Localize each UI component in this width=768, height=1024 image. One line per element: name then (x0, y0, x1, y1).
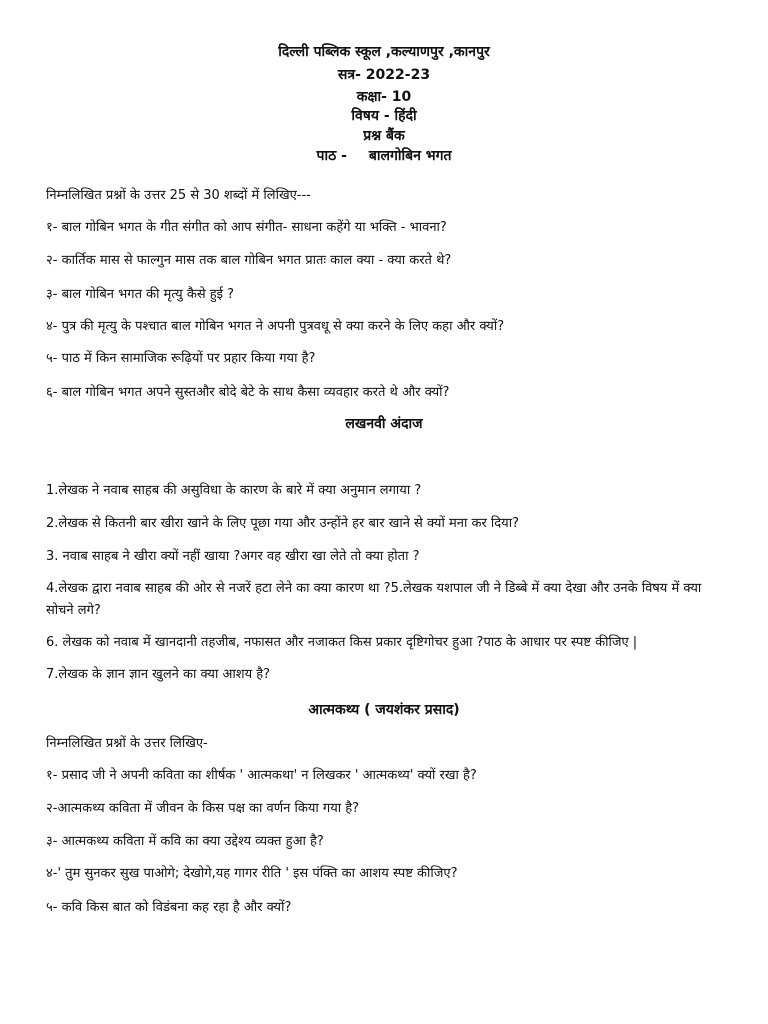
question: ३- बाल गोबिन भगत की मृत्यु कैसे हुई ? (46, 287, 235, 302)
question: १- प्रसाद जी ने अपनी कविता का शीर्षक ' आत्मकथा' न लिखकर ' आत्मकथ्य' क्यों रखा है? (46, 768, 477, 783)
question: 2.लेखक से कितनी बार खीरा खाने के लिए पूछा गया और उन्होंने हर बार खाने से क्यों मना कर दिया? (46, 516, 519, 531)
question: 7.लेखक के ज्ञान ज्ञान खुलने का क्या आशय है? (46, 667, 271, 682)
lesson-label: पाठ - (316, 148, 347, 164)
lesson-name: बालगोबिन भगत (368, 148, 452, 164)
question: २- कार्तिक मास से फाल्गुन मास तक बाल गोबिन भगत प्रातः काल क्या - क्या करते थे? (46, 253, 452, 268)
question: ४-' तुम सुनकर सुख पाओगे; देखोगे,यह गागर रीति ' इस पंक्ति का आशय स्पष्ट कीजिए? (46, 866, 458, 881)
document-type: प्रश्न बैंक (363, 128, 405, 144)
subject-label: विषय - हिंदी (351, 108, 417, 124)
question: ५- पाठ में किन सामाजिक रूढ़ियों पर प्रहार किया गया है? (46, 351, 316, 366)
section2-title: लखनवी अंदाज (345, 416, 423, 432)
question: २-आत्मकथ्य कविता में जीवन के किस पक्ष का वर्णन किया गया है? (46, 801, 360, 816)
question: 6. लेखक को नवाब में खानदानी तहजीब, नफासत और नजाकत किस प्रकार दृष्टिगोचर हुआ ?पाठ के आधार पर स्पष्ट कीजिए | (46, 635, 638, 650)
question: 1.लेखक ने नवाब साहब की असुविधा के कारण के बारे में क्या अनुमान लगाया ? (46, 483, 422, 498)
class-label: कक्षा- 10 (356, 89, 412, 105)
section1-instruction: निम्नलिखित प्रश्नों के उत्तर 25 से 30 शब्दों में लिखिए--- (46, 188, 311, 203)
question: 3. नवाब साहब ने खीरा क्यों नहीं खाया ?अगर वह खीरा खा लेते तो क्या होता ? (46, 549, 420, 564)
question: ६- बाल गोबिन भगत अपने सुस्तऔर बोदे बेटे के साथ कैसा व्यवहार करते थे और क्यों? (46, 385, 450, 400)
question: ५- कवि किस बात को विडंबना कह रहा है और क्यों? (46, 900, 292, 915)
section3-instruction: निम्नलिखित प्रश्नों के उत्तर लिखिए- (46, 736, 208, 751)
school-name: दिल्ली पब्लिक स्कूल ,कल्याणपुर ,कानपुर (278, 44, 490, 60)
lesson-heading (0, 146, 768, 166)
section3-title: आत्मकथ्य ( जयशंकर प्रसाद) (308, 702, 460, 718)
question: ४- पुत्र की मृत्यु के पश्चात बाल गोबिन भगत ने अपनी पुत्रवधू से क्या करने के लिए कहा और क्यों? (46, 319, 505, 334)
session: सत्र- 2022-23 (337, 67, 431, 83)
question: 4.लेखक द्वारा नवाब साहब की ओर से नजरें हटा लेने का क्या कारण था ?5.लेखक यशपाल जी ने डिब्बे में क्या देखा और उनके विषय में क्या सोचने लगे? (46, 581, 702, 618)
question: १- बाल गोबिन भगत के गीत संगीत को आप संगीत- साधना कहेंगे या भक्ति - भावना? (46, 220, 447, 235)
question: ३- आत्मकथ्य कविता में कवि का क्या उद्देश्य व्यक्त हुआ है? (46, 834, 324, 849)
